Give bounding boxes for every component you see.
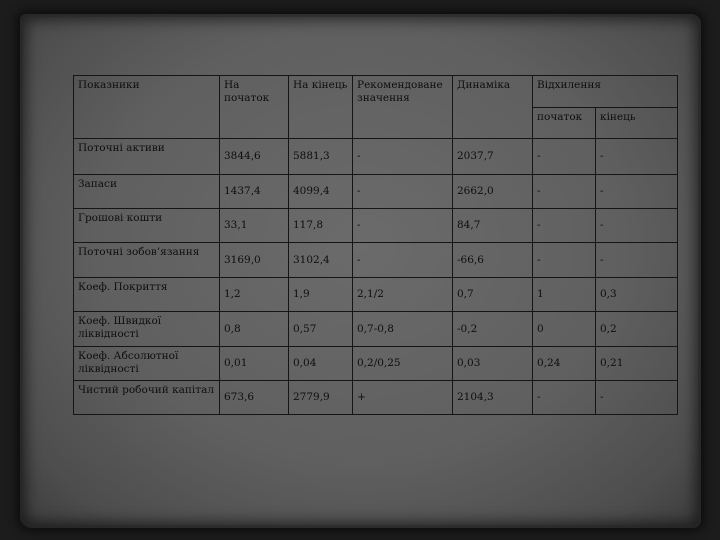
table-cell: 4099,4 bbox=[289, 175, 353, 209]
table-cell: 0 bbox=[533, 312, 596, 347]
table-row bbox=[74, 175, 678, 209]
table-cell: 2779,9 bbox=[289, 381, 353, 415]
table-cell: - bbox=[533, 243, 596, 278]
table-cell: 0,04 bbox=[289, 347, 353, 381]
table-cell: - bbox=[533, 381, 596, 415]
row-label: Чистий робочий капітал bbox=[74, 381, 220, 415]
row-label: Коеф. Швидкої ліквідності bbox=[74, 312, 220, 347]
table-cell: 3102,4 bbox=[289, 243, 353, 278]
header-recommended: Рекомендоване значення bbox=[353, 76, 453, 139]
table-cell: 0,2 bbox=[596, 312, 678, 347]
table-cell: 0,03 bbox=[453, 347, 533, 381]
table-cell: - bbox=[353, 243, 453, 278]
table-cell: 0,01 bbox=[220, 347, 289, 381]
table-row bbox=[74, 347, 678, 381]
header-start: На початок bbox=[220, 76, 289, 139]
table-cell: - bbox=[353, 175, 453, 209]
table-cell: 0,57 bbox=[289, 312, 353, 347]
table-cell: 2,1/2 bbox=[353, 278, 453, 312]
table-cell: - bbox=[596, 139, 678, 175]
table-cell: + bbox=[353, 381, 453, 415]
table-cell: 5881,3 bbox=[289, 139, 353, 175]
table-cell: 1437,4 bbox=[220, 175, 289, 209]
table-cell: - bbox=[353, 139, 453, 175]
table-row bbox=[74, 243, 678, 278]
table-cell: 33,1 bbox=[220, 209, 289, 243]
header-deviation-end: кінець bbox=[596, 108, 678, 139]
row-label: Коеф. Покриття bbox=[74, 278, 220, 312]
table-cell: - bbox=[596, 175, 678, 209]
table-cell: 117,8 bbox=[289, 209, 353, 243]
table-cell: - bbox=[353, 209, 453, 243]
table-cell: 0,21 bbox=[596, 347, 678, 381]
table-cell: 84,7 bbox=[453, 209, 533, 243]
table-cell: -0,2 bbox=[453, 312, 533, 347]
table-row bbox=[74, 139, 678, 175]
table-cell: 0,8 bbox=[220, 312, 289, 347]
table-cell: 0,3 bbox=[596, 278, 678, 312]
table-cell: 3169,0 bbox=[220, 243, 289, 278]
table-cell: 2662,0 bbox=[453, 175, 533, 209]
row-label: Поточні зобов’язання bbox=[74, 243, 220, 278]
row-label: Грошові кошти bbox=[74, 209, 220, 243]
table-cell: - bbox=[533, 209, 596, 243]
table-cell: 1,9 bbox=[289, 278, 353, 312]
table-cell: - bbox=[596, 209, 678, 243]
table-row bbox=[74, 278, 678, 312]
table-cell: - bbox=[533, 139, 596, 175]
row-label: Запаси bbox=[74, 175, 220, 209]
table-cell: -66,6 bbox=[453, 243, 533, 278]
table-cell: 0,7 bbox=[453, 278, 533, 312]
row-label: Поточні активи bbox=[74, 139, 220, 175]
header-end: На кінець bbox=[289, 76, 353, 139]
table-row bbox=[74, 312, 678, 347]
table-cell: 1 bbox=[533, 278, 596, 312]
table-cell: - bbox=[596, 243, 678, 278]
table-cell: 1,2 bbox=[220, 278, 289, 312]
liquidity-table bbox=[73, 75, 678, 415]
table-cell: 2037,7 bbox=[453, 139, 533, 175]
table-cell: 0,2/0,25 bbox=[353, 347, 453, 381]
table-cell: 3844,6 bbox=[220, 139, 289, 175]
table-cell: 0,7-0,8 bbox=[353, 312, 453, 347]
header-row bbox=[74, 76, 678, 108]
table-cell: 0,24 bbox=[533, 347, 596, 381]
row-label: Коеф. Абсолютної ліквідності bbox=[74, 347, 220, 381]
table-cell: - bbox=[533, 175, 596, 209]
header-indicator: Показники bbox=[74, 76, 220, 139]
table-cell: 673,6 bbox=[220, 381, 289, 415]
table-row bbox=[74, 381, 678, 415]
table-cell: 2104,3 bbox=[453, 381, 533, 415]
header-deviation: Відхилення bbox=[533, 76, 678, 108]
table-row bbox=[74, 209, 678, 243]
header-dynamics: Динаміка bbox=[453, 76, 533, 139]
header-deviation-start: початок bbox=[533, 108, 596, 139]
table-cell: - bbox=[596, 381, 678, 415]
